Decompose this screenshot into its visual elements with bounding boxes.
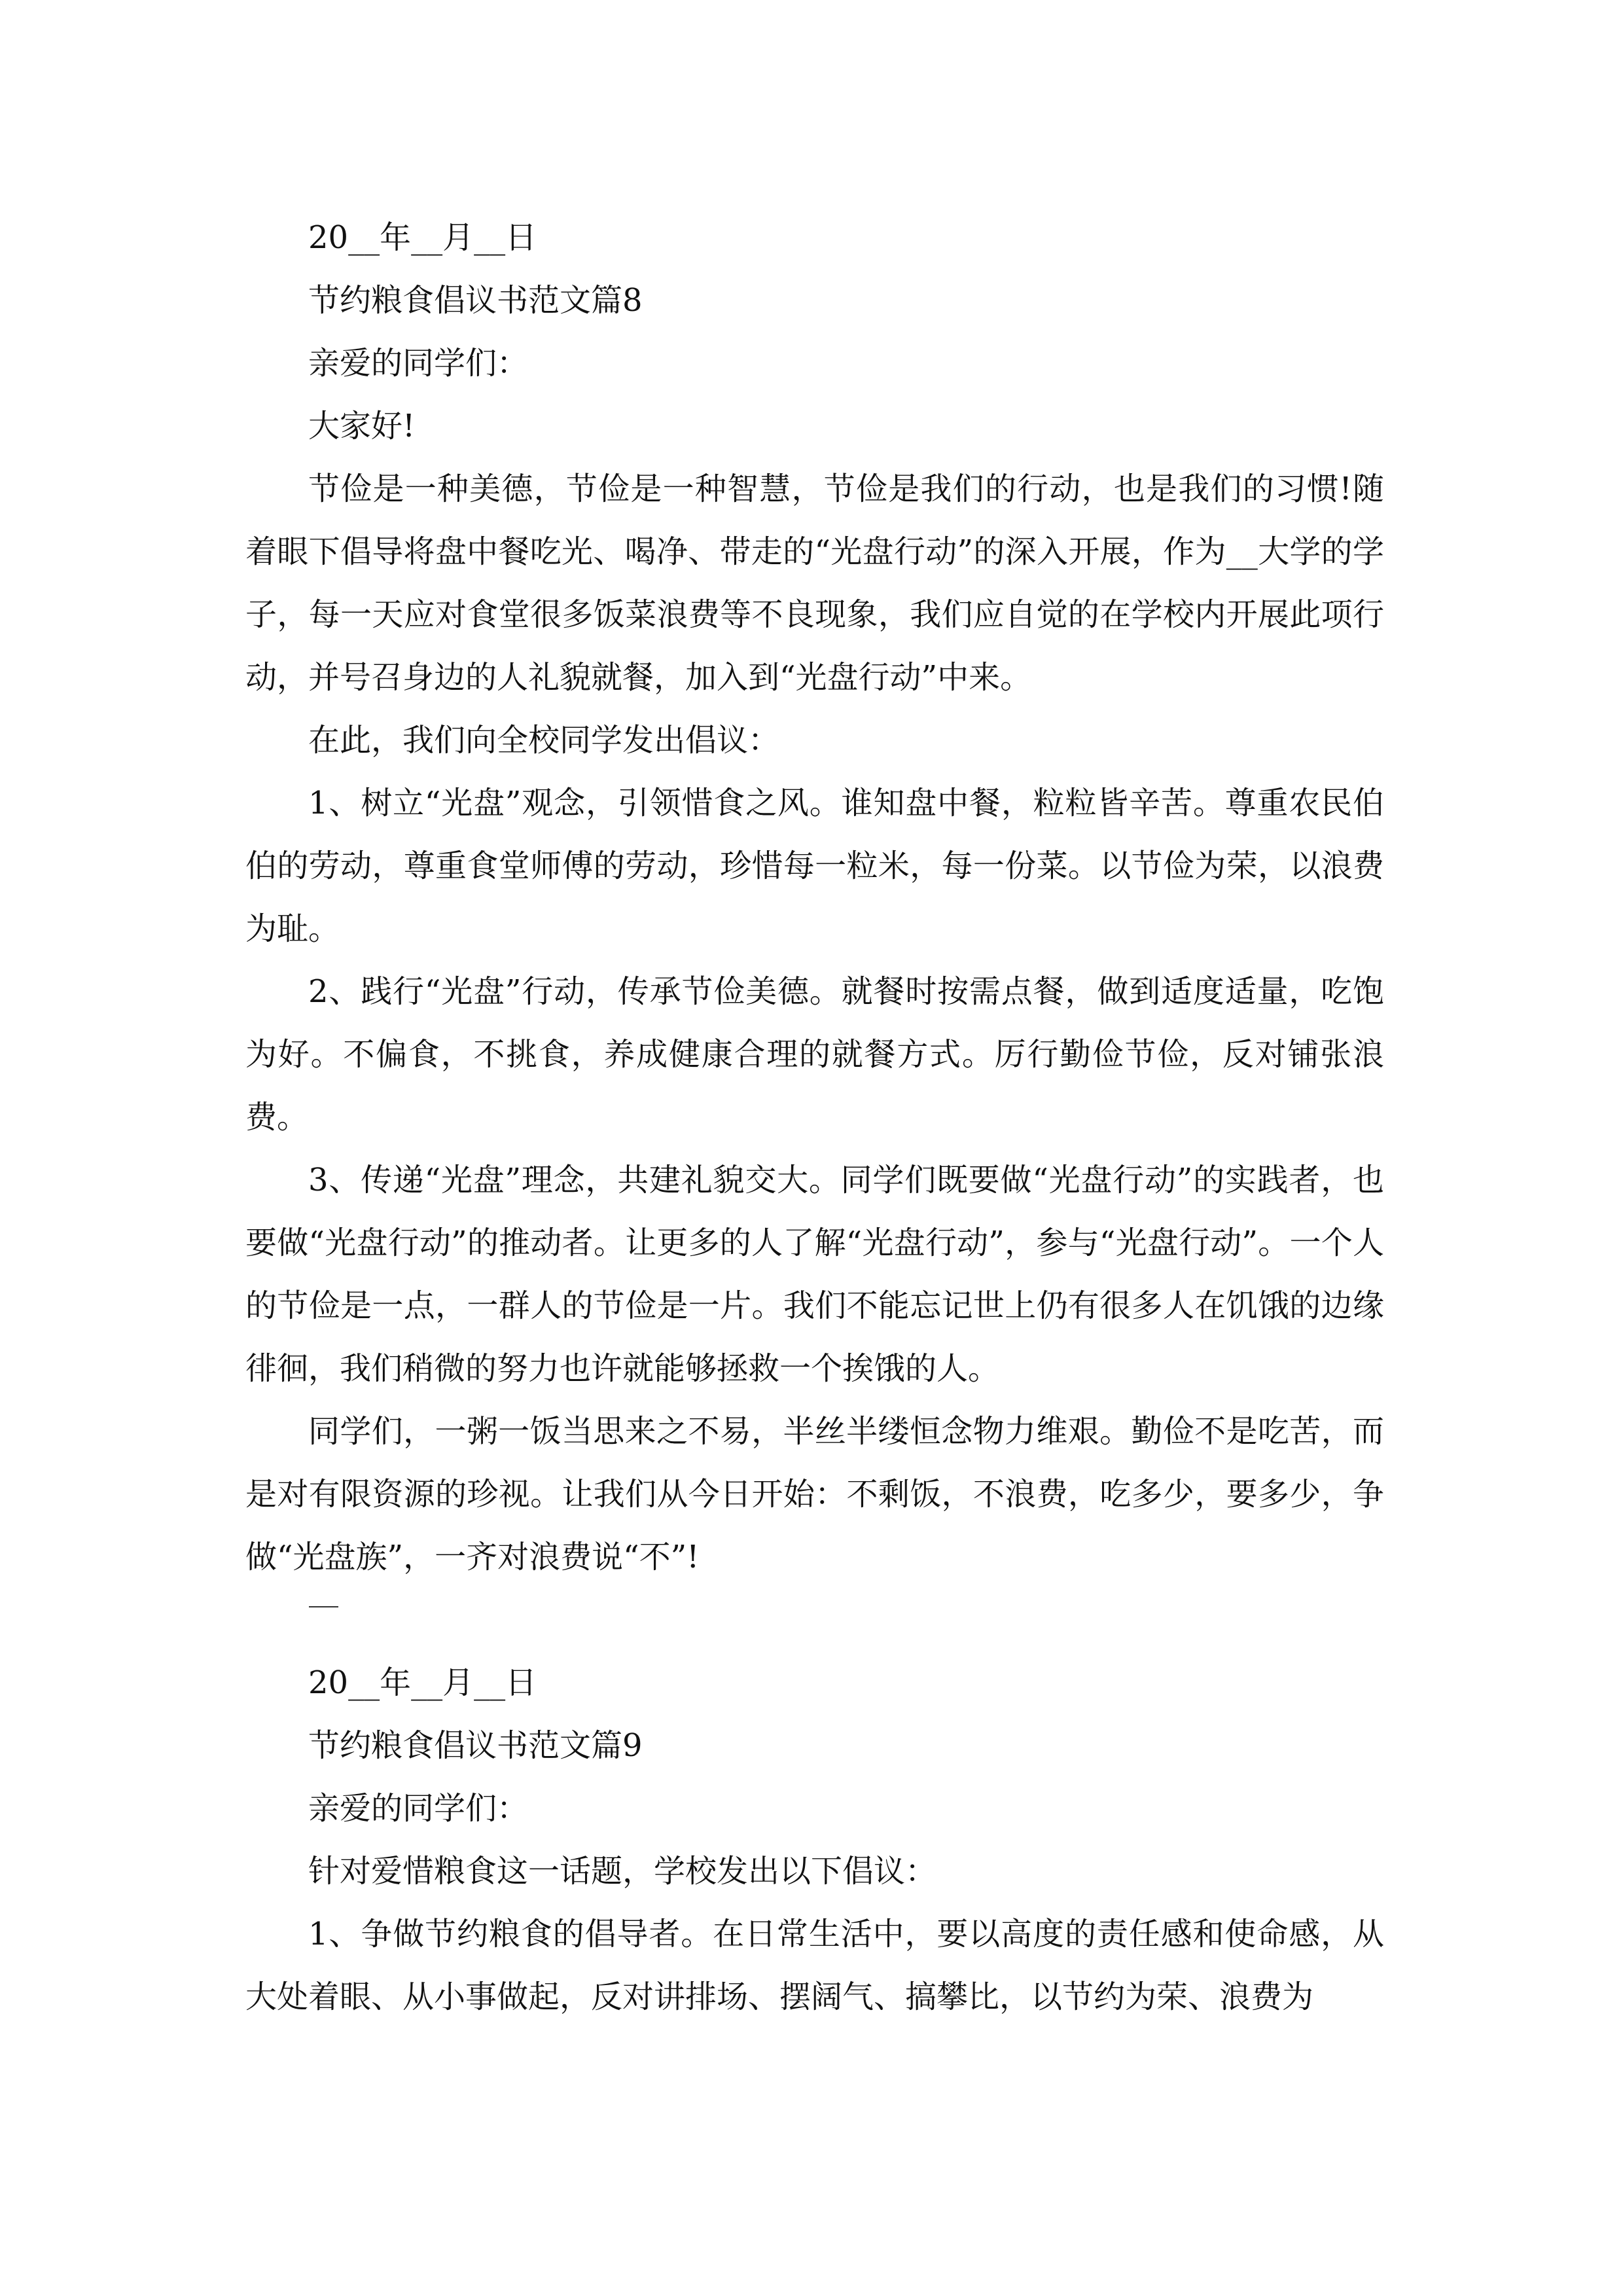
paragraph: 同学们，一粥一饭当思来之不易，半丝半缕恒念物力维艰。勤俭不是吃苦，而是对有限资源的珍视。让我们从今日开始：不剩饭，不浪费，吃多少，要多少，争做“光盘族”，一齐对浪费说“不”! [245, 1413, 1384, 1575]
signature-gap [245, 1588, 1384, 1651]
signature-dash [309, 1606, 338, 1607]
document-body [245, 206, 1384, 2028]
section-title: 节约粮食倡议书范文篇8 [308, 282, 643, 319]
paragraph: 3、传递“光盘”理念，共建礼貌交大。同学们既要做“光盘行动”的实践者，也要做“光盘行动”的推动者。让更多的人了解“光盘行动”，参与“光盘行动”。一个人的节俭是一点，一群人的节俭是一片。我们不能忘记世上仍有很多人在饥饿的边缘徘徊，我们稍微的努力也许就能够拯救一个挨饿的人。 [245, 1162, 1384, 1387]
greeting: 亲爱的同学们： [308, 345, 529, 382]
paragraph: 节俭是一种美德，节俭是一种智慧，节俭是我们的行动，也是我们的习惯!随着眼下倡导将盘中餐吃光、喝净、带走的“光盘行动”的深入开展，作为__大学的学子，每一天应对食堂很多饭菜浪费等不良现象，我们应自觉的在学校内开展此项行动，并号召身边的人礼貌就餐，加入到“光盘行动”中来。 [245, 471, 1384, 696]
greeting: 亲爱的同学们： [308, 1790, 529, 1827]
paragraph: 1、树立“光盘”观念，引领惜食之风。谁知盘中餐，粒粒皆辛苦。尊重农民伯伯的劳动，尊重食堂师傅的劳动，珍惜每一粒米，每一份菜。以节俭为荣，以浪费为耻。 [245, 785, 1384, 947]
salutation: 大家好! [308, 408, 416, 444]
section-title: 节约粮食倡议书范文篇9 [308, 1727, 643, 1764]
paragraph: 在此，我们向全校同学发出倡议： [308, 722, 780, 759]
paragraph: 针对爱惜粮食这一话题，学校发出以下倡议： [308, 1853, 937, 1890]
paragraph: 1、争做节约粮食的倡导者。在日常生活中，要以高度的责任感和使命感，从大处着眼、从小事做起，反对讲排场、摆阔气、搞攀比，以节约为荣、浪费为 [245, 1916, 1384, 2015]
date-line: 20__年__月__日 [308, 1664, 537, 1701]
paragraph: 2、践行“光盘”行动，传承节俭美德。就餐时按需点餐，做到适度适量，吃饱为好。不偏食，不挑食，养成健康合理的就餐方式。厉行勤俭节俭，反对铺张浪费。 [245, 973, 1384, 1136]
date-line: 20__年__月__日 [308, 219, 537, 256]
